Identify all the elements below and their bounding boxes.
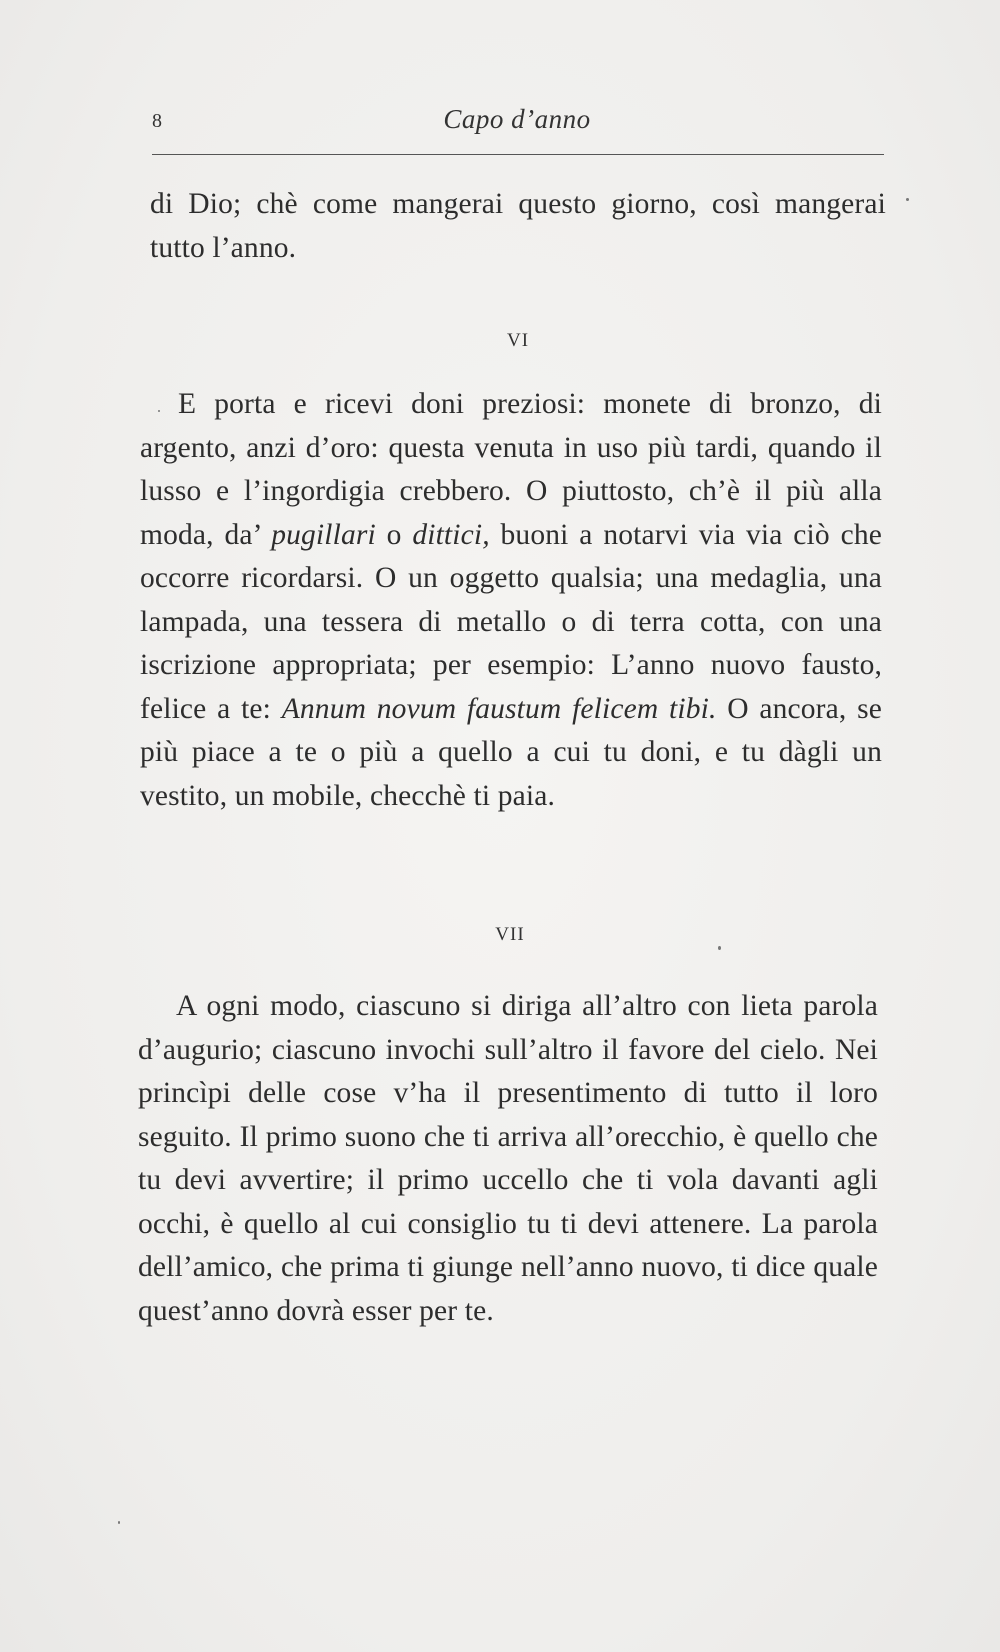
paper-speck xyxy=(906,198,909,201)
section-numeral-vi: VI xyxy=(506,330,530,351)
header-rule xyxy=(152,154,884,155)
section-vi-text-1: E porta e ricevi doni preziosi: monete di bronzo, di argento, anzi d’oro: questa venuta in uso più tardi, quando il lusso e l’ingordigia crebbero. O piuttosto, ch’è il più alla moda, da’ xyxy=(140,388,882,551)
section-vi-italic-dittici: dittici, xyxy=(412,518,490,551)
page-number: 8 xyxy=(152,110,162,132)
running-head xyxy=(152,104,882,140)
intro-paragraph: di Dio; chè come mangerai questo giorno, così mangerai tutto l’anno. xyxy=(150,188,886,264)
paper-speck xyxy=(718,946,721,950)
running-title: Capo d’anno xyxy=(443,104,591,134)
section-vi-paragraph xyxy=(140,383,882,818)
section-vi-text-4: O ancora, se più piace a te o più a quello a cui tu doni, e tu dàgli un vestito, un mobile, checchè ti paia. xyxy=(140,692,883,812)
paper-speck xyxy=(158,410,160,412)
section-vi-latin-inscription: Annum novum faustum felicem tibi. xyxy=(281,692,717,725)
section-vi-text-3: buoni a notarvi via via ciò che occorre ricordarsi. O un oggetto qualsia; una medaglia, una lampada, una tessera di metallo o di terra cotta, con una iscrizione appropriata; per esempio: L’anno nuovo fausto, felice a te: xyxy=(140,518,882,725)
section-vi-text-2: o xyxy=(375,518,413,551)
section-vi-italic-pugillari: pugillari xyxy=(271,518,376,551)
section-numeral-vii: VII xyxy=(495,924,525,945)
paper-speck xyxy=(118,1521,120,1524)
section-vii-paragraph: A ogni modo, ciascuno si diriga all’altro con lieta parola d’augurio; ciascuno invochi sull’altro il favore del cielo. Nei princìpi delle cose v’ha il presentimento di tutto il loro seguito. Il primo suono che ti arriva all’orecchio, è quello che tu devi avvertire; il primo uccello che ti vola davanti agli occhi, è quello al cui consiglio tu ti devi attenere. La parola dell’amico, che prima ti giunge nell’anno nuovo, ti dice quale quest’anno dovrà esser per te. xyxy=(138,990,878,1327)
